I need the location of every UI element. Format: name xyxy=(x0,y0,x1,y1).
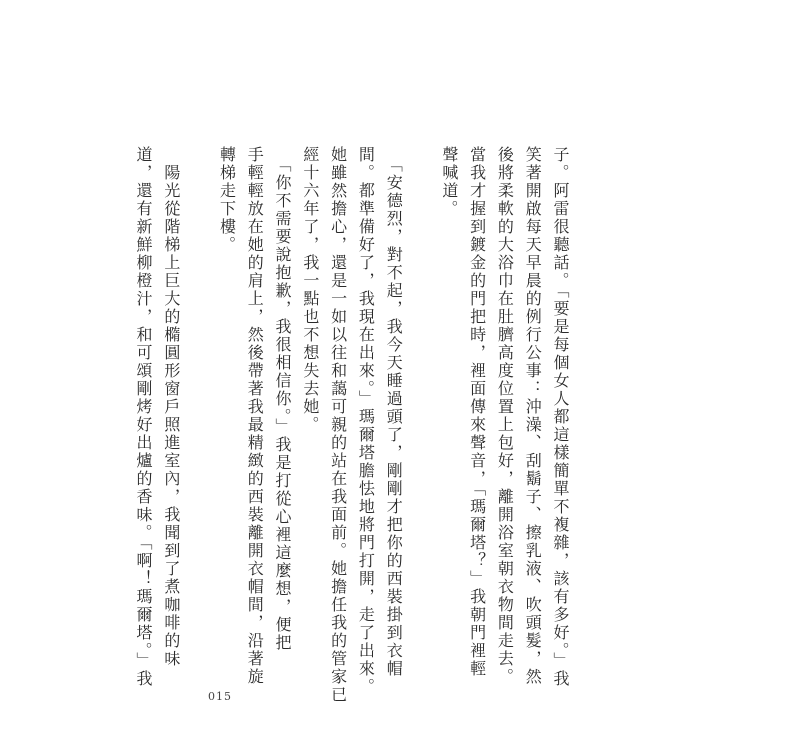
paragraph-gap-2 xyxy=(185,146,213,658)
text-line-2: 笑著開啟每天早晨的例行公事：沖澡、刮鬍子、擦乳液、吹頭髮，然 xyxy=(523,146,543,686)
page-number: 015 xyxy=(208,690,232,703)
text-line-1: 子。阿雷很聽話。「要是每個女人都這樣簡單不複雜，該有多好。」我 xyxy=(551,146,570,688)
text-line-9: 經十六年了，我一點也不想失去她。 xyxy=(300,146,320,434)
paragraph-gap-1 xyxy=(407,146,435,658)
text-line-5: 聲喊道。 xyxy=(439,146,459,218)
text-line-12: 轉梯走下樓。 xyxy=(217,146,237,254)
text-line-4: 當我才握到鍍金的門把時，裡面傳來聲音，「瑪爾塔？」我朝門裡輕 xyxy=(467,146,487,678)
text-line-8: 她雖然擔心，還是一如以往和藹可親的站在我面前。她擔任我的管家已 xyxy=(328,146,348,704)
text-line-3: 後將柔軟的大浴巾在肚臍高度位置上包好，離開浴室朝衣物間走去。 xyxy=(495,146,515,686)
text-line-7: 間。都準備好了，我現在出來。」瑪爾塔膽怯地將門打開，走了出來。 xyxy=(356,146,376,696)
text-line-13: 陽光從階梯上巨大的橢圓形窗戶照進室內，我聞到了煮咖啡的味 xyxy=(161,146,181,668)
text-line-10: 「你不需要說抱歉，我很相信你。」我是打從心裡這麼想，便把 xyxy=(273,146,293,652)
text-line-14: 道，還有新鮮柳橙汁，和可頌剛烤好出爐的香味。「啊！瑪爾塔。」我 xyxy=(134,146,154,688)
text-line-11: 手輕輕放在她的肩上，然後帶著我最精緻的西裝離開衣帽間，沿著旋 xyxy=(245,146,265,686)
text-line-6: 「安德烈，對不起，我今天睡過頭了，剛剛才把你的西裝掛到衣帽 xyxy=(384,146,404,678)
